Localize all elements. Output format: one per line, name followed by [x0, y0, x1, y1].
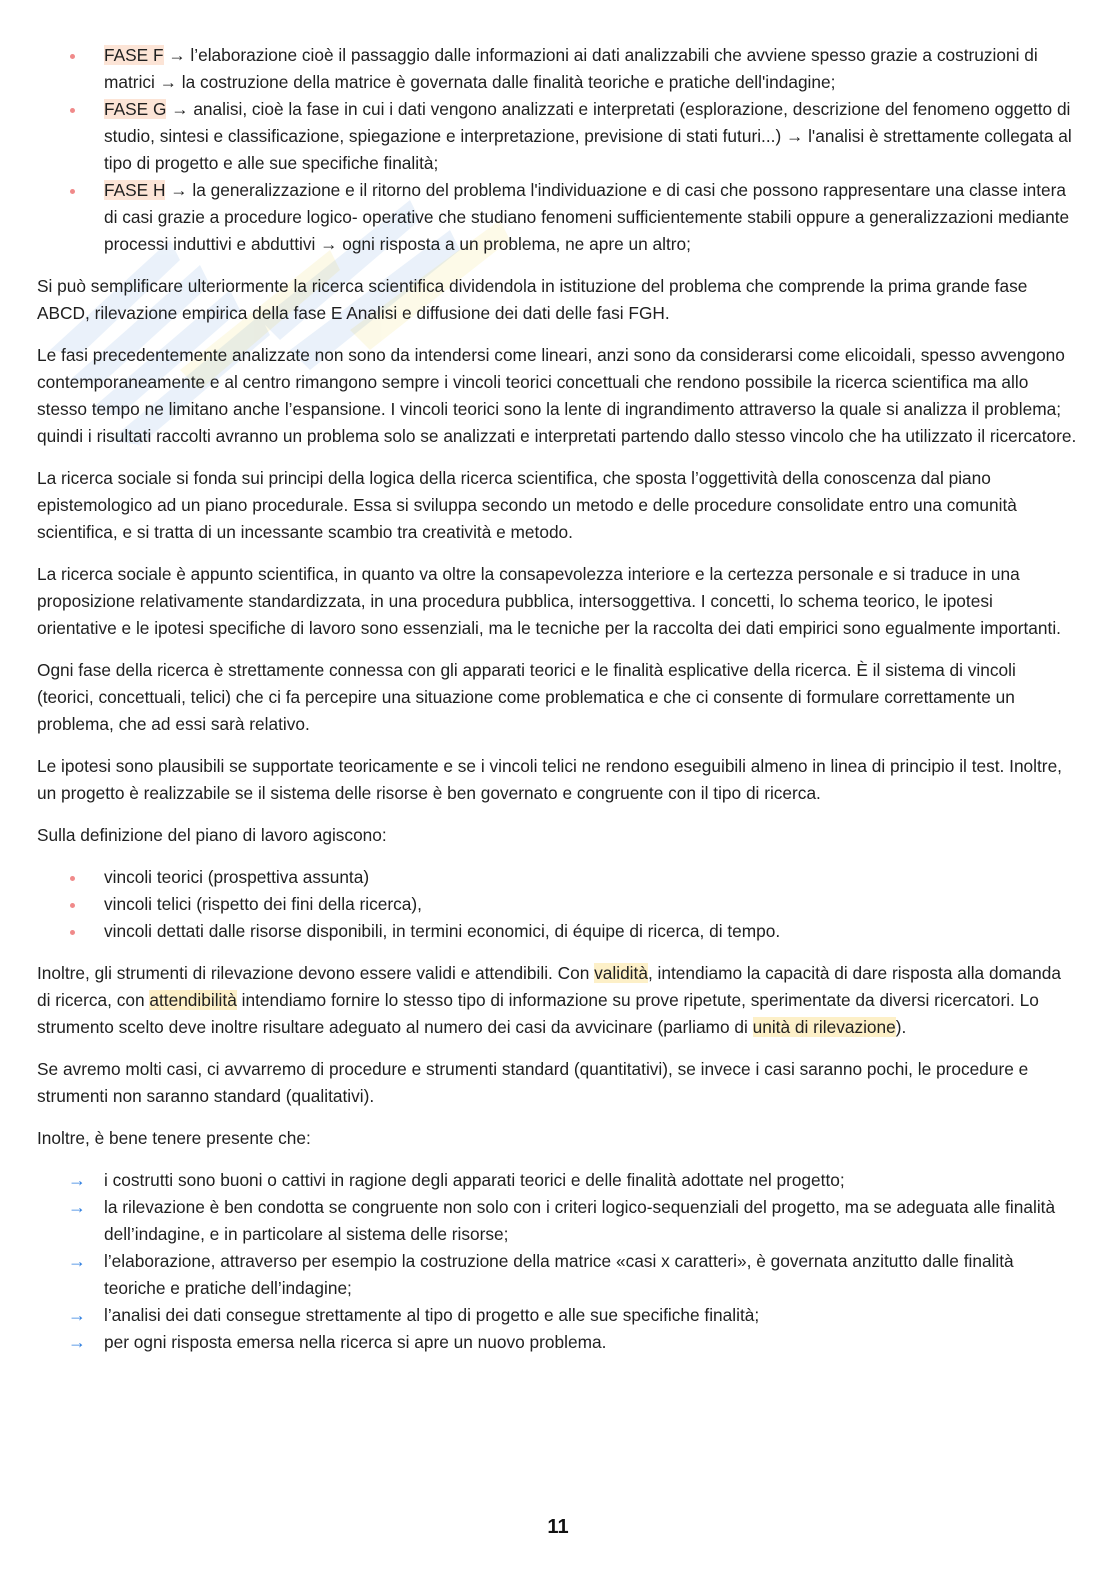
arrow-right-icon: → — [68, 1251, 86, 1271]
list-item — [37, 42, 1077, 96]
paragraph: Sulla definizione del piano di lavoro agiscono: — [37, 825, 387, 845]
highlight-validita: validità — [594, 963, 648, 983]
phase-label: FASE G — [104, 99, 167, 119]
constraints-list — [37, 864, 1077, 945]
highlight-attendibilita: attendibilità — [149, 990, 237, 1010]
paragraph: Si può semplificare ulteriormente la ricerca scientifica dividendola in istituzione del problema che comprende la prima grande fase ABCD, rilevazione empirica della fase E Analisi e diffusione dei dati delle fasi FGH. — [37, 276, 1028, 323]
list-item — [37, 177, 1077, 258]
paragraph: Ogni fase della ricerca è strettamente connessa con gli apparati teorici e le finalità esplicative della ricerca. È il sistema di vincoli (teorici, concettuali, telici) che ci fa percepire una situazione come problematica e che ci consente di formulare correttamente un problema, che ad essi sarà relativo. — [37, 660, 1016, 734]
page-number: 11 — [547, 1516, 569, 1538]
paragraph-validity — [37, 960, 1077, 1041]
list-item — [37, 1302, 1077, 1329]
list-item-text: l’analisi dei dati consegue strettamente al tipo di progetto e alle sue specifiche finalità; — [104, 1305, 760, 1325]
list-item-text: i costrutti sono buoni o cattivi in ragione degli apparati teorici e delle finalità adottate nel progetto; — [104, 1170, 845, 1190]
phase-label: FASE F — [104, 45, 164, 65]
paragraph: La ricerca sociale è appunto scientifica, in quanto va oltre la consapevolezza interiore e la certezza personale e si traduce in una proposizione relativamente standardizzata, in una procedura pubblica, intersoggettiva. I concetti, lo schema teorico, le ipotesi orientative e le ipotesi specifiche di lavoro sono essenziali, ma le tecniche per la raccolta dei dati empirici sono egualmente importanti. — [37, 564, 1061, 638]
document-body — [37, 42, 1077, 1371]
phase-text: → l’elaborazione cioè il passaggio dalle informazioni ai dati analizzabili che avviene spesso grazie a costruzioni di matrici → la costruzione della matrice è governata dalle finalità teoriche e pratiche dell'indagine; — [104, 45, 1038, 92]
paragraph: La ricerca sociale si fonda sui principi della logica della ricerca scientifica, che sposta l’oggettività della conoscenza dal piano epistemologico ad un piano procedurale. Essa si sviluppa secondo un metodo e delle procedure consolidate entro una comunità scientifica, e si tratta di un incessante scambio tra creatività e metodo. — [37, 468, 1017, 542]
phase-text: → analisi, cioè la fase in cui i dati vengono analizzati e interpretati (esplorazione, descrizione del fenomeno oggetto di studio, sintesi e classificazione, spiegazione e interpretazione, previsione di stati futuri...) → l'analisi è strettamente collegata al tipo di progetto e alle sue specifiche finalità; — [104, 99, 1072, 173]
highlight-unita-di-rilevazione: unità di rilevazione — [752, 1017, 896, 1037]
text-run: Inoltre, gli strumenti di rilevazione devono essere validi e attendibili. Con — [37, 963, 595, 983]
text-run: intendiamo fornire lo stesso tipo di informazione su prove ripetute, sperimentate da diversi ricercatori. Lo strumento scelto deve inoltre risultare adeguato al numero dei casi da avvicinare (parliamo di — [37, 990, 1039, 1037]
paragraph: Le ipotesi sono plausibili se supportate teoricamente e se i vincoli telici ne rendono eseguibili almeno in linea di principio il test. Inoltre, un progetto è realizzabile se il sistema delle risorse è ben governato e congruente con il tipo di ricerca. — [37, 756, 1062, 803]
list-item-text: l’elaborazione, attraverso per esempio la costruzione della matrice «casi x caratteri», è governata anzitutto dalle finalità teoriche e pratiche dell’indagine; — [104, 1251, 1014, 1298]
list-item: vincoli dettati dalle risorse disponibili, in termini economici, di équipe di ricerca, di tempo. — [37, 918, 1077, 945]
list-item — [37, 96, 1077, 177]
text-run: , intendiamo la capacità di dare risposta alla domanda di ricerca, con — [37, 963, 1062, 1010]
paragraph: Le fasi precedentemente analizzate non sono da intendersi come lineari, anzi sono da considerarsi come elicoidali, spesso avvengono contemporaneamente e al centro rimangono sempre i vincoli teorici concettuali che rendono possibile la ricerca scientifica ma allo stesso tempo ne limitano anche l’espansione. I vincoli teorici sono la lente di ingrandimento attraverso la quale si analizza il problema; quindi i risultati raccolti avranno un problema solo se analizzati e interpretati partendo dallo stesso vincolo che ha utilizzato il ricercatore. — [37, 345, 1077, 446]
list-item — [37, 1329, 1077, 1356]
paragraph: Inoltre, è bene tenere presente che: — [37, 1128, 311, 1148]
phase-label: FASE H — [104, 180, 166, 200]
list-item — [37, 1194, 1077, 1248]
arrow-list — [37, 1167, 1077, 1356]
list-item — [37, 1248, 1077, 1302]
phase-text: → la generalizzazione e il ritorno del problema l'individuazione e di casi che possono rappresentare una classe intera di casi grazie a procedure logico- operative che studiano fenomeni sufficientemente stabili oppure a generalizzazioni mediante processi induttivi e abduttivi → ogni risposta a un problema, ne apre un altro; — [104, 180, 1070, 254]
text-run: ). — [895, 1017, 907, 1037]
paragraph: Se avremo molti casi, ci avvarremo di procedure e strumenti standard (quantitativi), se invece i casi saranno pochi, le procedure e strumenti non saranno standard (qualitativi). — [37, 1059, 1029, 1106]
arrow-right-icon: → — [68, 1170, 86, 1190]
list-item: vincoli telici (rispetto dei fini della ricerca), — [37, 891, 1077, 918]
phase-list — [37, 42, 1077, 258]
list-item-text: per ogni risposta emersa nella ricerca si apre un nuovo problema. — [104, 1332, 607, 1352]
list-item: vincoli teorici (prospettiva assunta) — [37, 864, 1077, 891]
arrow-right-icon: → — [68, 1305, 86, 1325]
arrow-right-icon: → — [68, 1197, 86, 1217]
list-item-text: la rilevazione è ben condotta se congruente non solo con i criteri logico-sequenziali del progetto, ma se adeguata alle finalità dell’indagine, e in particolare al sistema delle risorse; — [104, 1197, 1056, 1244]
arrow-right-icon: → — [68, 1332, 86, 1352]
list-item — [37, 1167, 1077, 1194]
